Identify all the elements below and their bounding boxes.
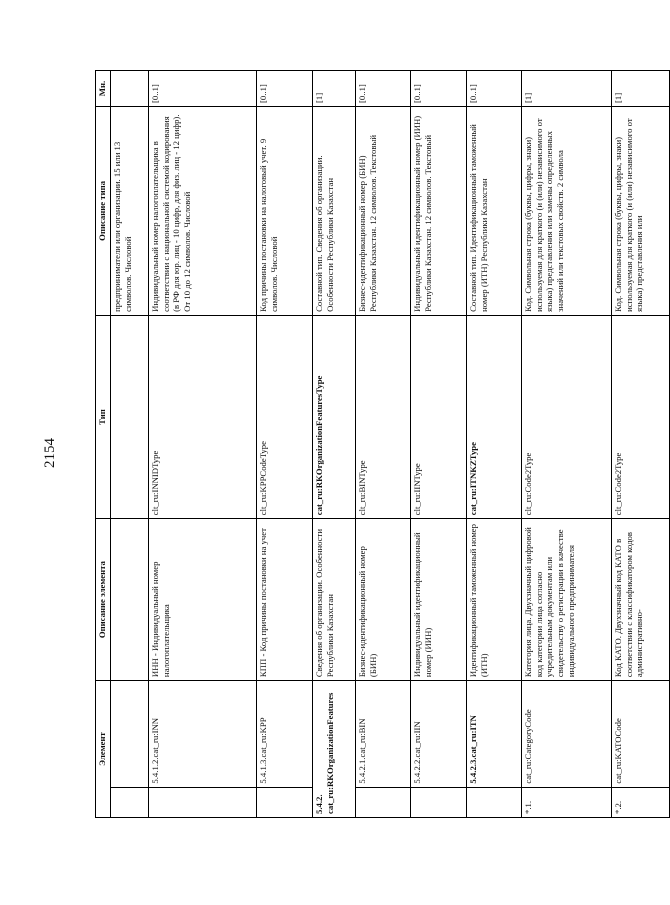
multiplicity-cell: [0..1] (257, 71, 313, 107)
element-description-cell: Бизнес-идентификационный номер (БИН) (356, 519, 411, 681)
table-row (411, 71, 467, 818)
type-cell: clt_ru:BINType (356, 315, 411, 518)
row-number: 5.4.2.3. (468, 757, 478, 784)
type-description-cell: Составной тип. Идентификационный таможенный номер (ИТН) Республики Казахстан (467, 107, 522, 316)
row-number-cell: *.1. (522, 787, 612, 817)
element-description-cell: Категория лица. Двухзначный цифровой код категории лица согласно учредительным документам или свидетельству о регистрации в качестве индивидуального предпринимателя (522, 519, 612, 681)
type-cell: clt_ru:Code2Type (612, 315, 670, 518)
multiplicity-cell: [0..1] (149, 71, 257, 107)
element-name: cat_ru:INN (150, 717, 160, 758)
schema-table (95, 70, 670, 818)
header-multiplicity: Мн. (96, 71, 111, 107)
row-number: 5.4.2.1. (357, 757, 367, 784)
table-header-row (96, 71, 111, 818)
type-description-cell: Код. Символьная строка (буквы, цифры, знаки) используемая для краткого (и (или) независимого от языка) представления или (612, 107, 670, 316)
type-cell: clt_ru:Code2Type (522, 315, 612, 518)
row-number: 5.4.2. (314, 794, 324, 814)
element-name: cat_ru:CategoryCode (522, 681, 612, 788)
type-cell: clt_ru:INNIDType (149, 315, 257, 518)
table-row (149, 71, 257, 818)
row-number: 5.4.1.2. (150, 757, 160, 784)
multiplicity-cell: [1] (612, 71, 670, 107)
type-description-cell: предприниматели или организации. 15 или 13 символов. Числовой (111, 107, 149, 316)
element-cell (257, 681, 313, 788)
multiplicity-cell: [0..1] (356, 71, 411, 107)
multiplicity-cell: [0..1] (411, 71, 467, 107)
element-description-cell: КПП - Код причины постановки на учет (257, 519, 313, 681)
type-description-cell: Код причины постановки на налоговый учет. 9 символов. Числовой (257, 107, 313, 316)
multiplicity-cell: [1] (313, 71, 356, 107)
element-cell (313, 681, 356, 818)
element-description-cell: Код КАТО. Двухзначный код КАТО в соответствии с классификатором кодов административно- (612, 519, 670, 681)
table-row (522, 71, 612, 818)
multiplicity-cell: [1] (522, 71, 612, 107)
table-row (612, 71, 670, 818)
table-row (313, 71, 356, 818)
element-cell (356, 681, 411, 788)
element-description-cell: Идентификационный таможенный номер (ИТН) (467, 519, 522, 681)
type-cell: cat_ru:ITNKZType (467, 315, 522, 518)
element-name: cat_ru:BIN (357, 718, 367, 758)
type-description-cell: Индивидуальный номер налогоплательщика в соответствии с национальной системой кодирования (в РФ для юр. лиц - 10 цифр, для физ. лиц - 12 цифр). От 10 до 12 символов. Числовой (149, 107, 257, 316)
header-element-description: Описание элемента (96, 519, 111, 681)
header-element: Элемент (96, 681, 111, 818)
type-description-cell: Код. Символьная строка (буквы, цифры, знаки) используемая для краткого (и (или) независимого от языка) представления или замены определенных значений или текстовых свойств. 2 символа (522, 107, 612, 316)
row-number-cell: *.2. (612, 787, 670, 817)
type-description-cell: Бизнес-идентификационный номер (БИН) Республики Казахстан. 12 символов. Текстовый (356, 107, 411, 316)
header-type-description: Описание типа (96, 107, 111, 316)
type-cell: cat_ru:RKOrganizationFeaturesType (313, 315, 356, 518)
header-type: Тип (96, 315, 111, 518)
rotated-page-content (95, 70, 645, 818)
element-cell (149, 681, 257, 788)
table-row (356, 71, 411, 818)
type-description-cell: Составной тип. Сведения об организации. Особенности Республики Казахстан (313, 107, 356, 316)
element-name: cat_ru:KPP (258, 717, 268, 758)
type-cell: clt_ru:KPPCodeType (257, 315, 313, 518)
type-cell: clt_ru:IINType (411, 315, 467, 518)
element-name: cat_ru:IIN (412, 721, 422, 758)
element-description-cell: Индивидуальный идентификационный номер (ИИН) (411, 519, 467, 681)
multiplicity-cell: [0..1] (467, 71, 522, 107)
element-description-cell: Сведения об организации. Особенности Республики Казахстан (313, 519, 356, 681)
element-cell (467, 681, 522, 788)
element-cell (411, 681, 467, 788)
row-number: 5.4.1.3. (258, 757, 268, 784)
element-name: cat_ru:KATOCode (612, 681, 670, 788)
row-number: 5.4.2.2. (412, 757, 422, 784)
element-description-cell: ИНН - Индивидуальный номер налогоплательщика (149, 519, 257, 681)
element-name: cat_ru:RKOrganizationFeatures (324, 692, 335, 814)
table-row-continuation (111, 71, 149, 818)
type-description-cell: Индивидуальный идентификационный номер (ИИН) Республики Казахстан. 12 символов. Текстовый (411, 107, 467, 316)
table-row (257, 71, 313, 818)
page-number: 2154 (42, 438, 58, 468)
element-name: cat_ru:ITN (468, 715, 478, 758)
table-row (467, 71, 522, 818)
